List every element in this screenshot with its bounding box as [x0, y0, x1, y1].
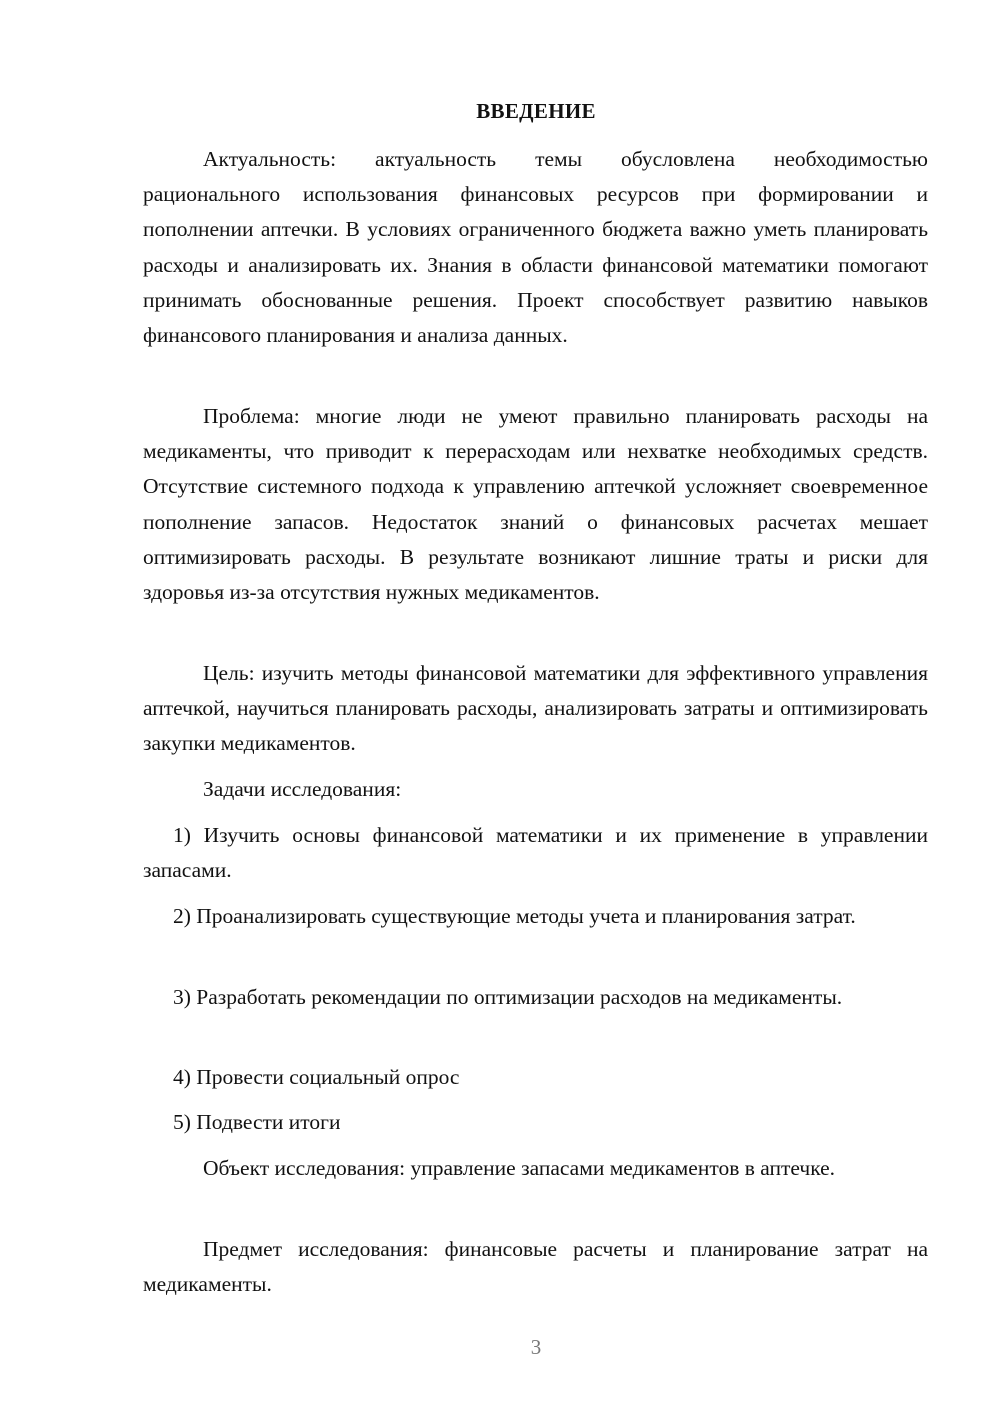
task-item-5: 5) Подвести итоги	[173, 1110, 341, 1134]
task-item-1: 1) Изучить основы финансовой математики и их применение в управлении запасами.	[143, 823, 928, 883]
relevance-paragraph: Актуальность: актуальность темы обусловлена необходимостью рационального использования финансовых ресурсов при формировании и пополнении аптечки. В условиях ограниченного бюджета важно уметь планировать расходы и анализировать их. Знания в области финансовой математики помогают принимать обоснованные решения. Проект способствует развитию навыков финансового планирования и анализа данных.	[143, 147, 928, 348]
task-item-4: 4) Провести социальный опрос	[173, 1065, 460, 1089]
subject-paragraph: Предмет исследования: финансовые расчеты и планирование затрат на медикаменты.	[143, 1237, 928, 1297]
object-paragraph: Объект исследования: управление запасами медикаментов в аптечке.	[203, 1156, 836, 1180]
problem-paragraph: Проблема: многие люди не умеют правильно планировать расходы на медикаменты, что приводит к перерасходам или нехватке необходимых средств. Отсутствие системного подхода к управлению аптечкой усложняет своевременное пополнение запасов. Недостаток знаний о финансовых расчетах мешает оптимизировать расходы. В результате возникают лишние траты и риски для здоровья из-за отсутствия нужных медикаментов.	[143, 404, 928, 605]
task-item-3: 3) Разработать рекомендации по оптимизации расходов на медикаменты.	[173, 985, 843, 1009]
page-number: 3	[530, 1335, 542, 1359]
tasks-title: Задачи исследования:	[203, 777, 402, 801]
goal-paragraph: Цель: изучить методы финансовой математики для эффективного управления аптечкой, научиться планировать расходы, анализировать затраты и оптимизировать закупки медикаментов.	[143, 661, 928, 756]
page-title: ВВЕДЕНИЕ	[476, 99, 596, 123]
task-item-2: 2) Проанализировать существующие методы учета и планирования затрат.	[173, 904, 856, 928]
